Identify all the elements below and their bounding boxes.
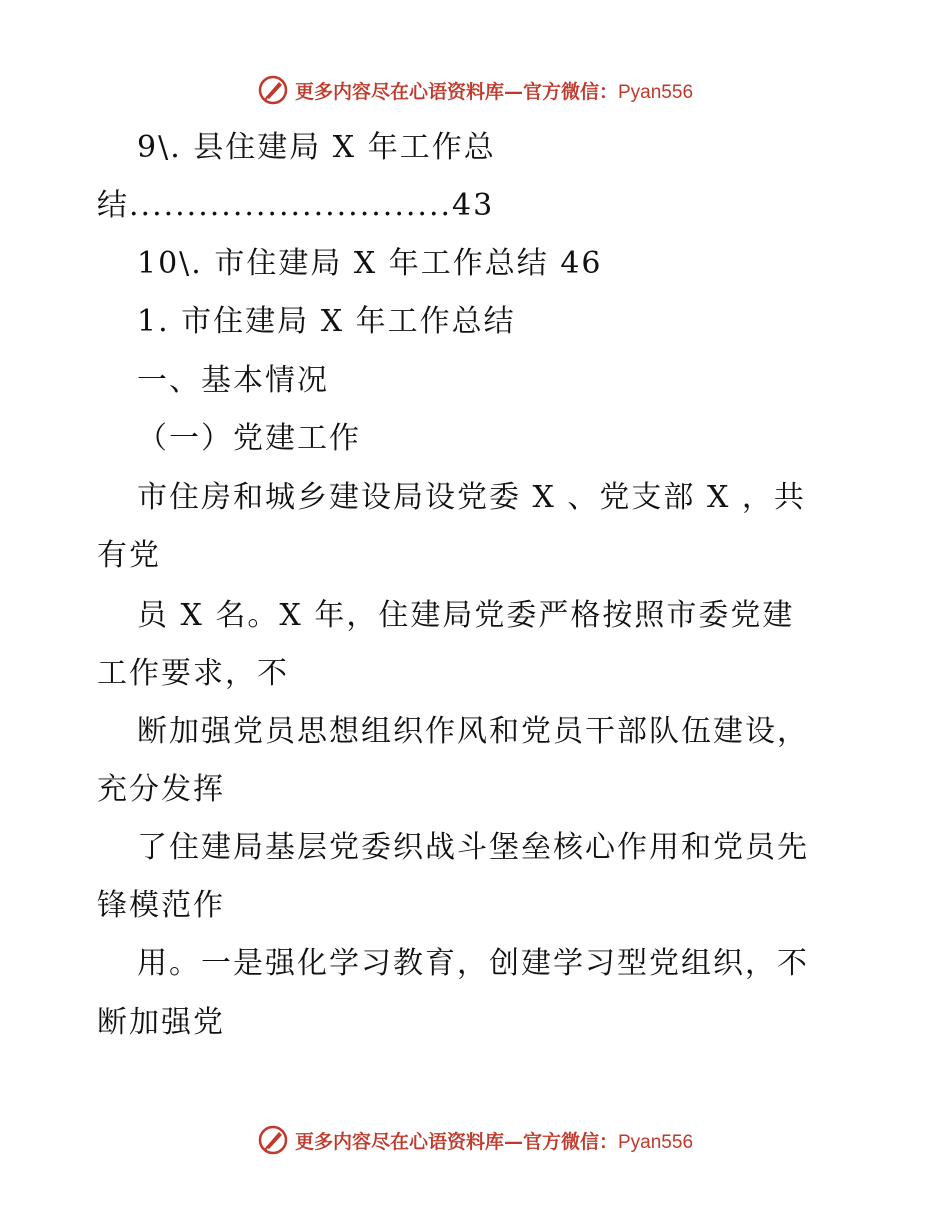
quill-logo-icon — [257, 74, 289, 106]
toc-entry-9-continued: 结............................43 — [97, 188, 495, 223]
heading-basic-situation: 一、基本情况 — [137, 363, 329, 398]
footer-watermark — [0, 1120, 950, 1160]
paragraph-line: 工作要求，不 — [97, 656, 289, 691]
paragraph-line: 用。一是强化学习教育，创建学习型党组织，不 — [137, 946, 809, 981]
toc-entry-10: 10\. 市住建局 X 年工作总结 46 — [137, 246, 603, 281]
watermark-text: 更多内容尽在心语资料库—官方微信：Pyan556 — [294, 80, 694, 103]
paragraph-line: 锋模范作 — [97, 888, 225, 923]
paragraph-line: 充分发挥 — [97, 772, 225, 807]
quill-logo-icon — [257, 1124, 289, 1156]
paragraph-line: 断加强党 — [97, 1005, 225, 1040]
paragraph-line: 市住房和城乡建设局设党委 X 、党支部 X ，共 — [137, 480, 806, 515]
paragraph-line: 员 X 名。X 年，住建局党委严格按照市委党建 — [137, 598, 795, 633]
paragraph-line: 了住建局基层党委织战斗堡垒核心作用和党员先 — [137, 830, 809, 865]
header-watermark — [0, 70, 950, 110]
paragraph-line: 断加强党员思想组织作风和党员干部队伍建设， — [137, 714, 809, 749]
subheading-party-building: （一）党建工作 — [137, 421, 361, 456]
toc-entry-9: 9\. 县住建局 X 年工作总 — [137, 130, 496, 165]
section-title: 1. 市住建局 X 年工作总结 — [137, 304, 516, 339]
paragraph-line: 有党 — [97, 538, 161, 573]
watermark-text: 更多内容尽在心语资料库—官方微信：Pyan556 — [294, 1130, 694, 1153]
